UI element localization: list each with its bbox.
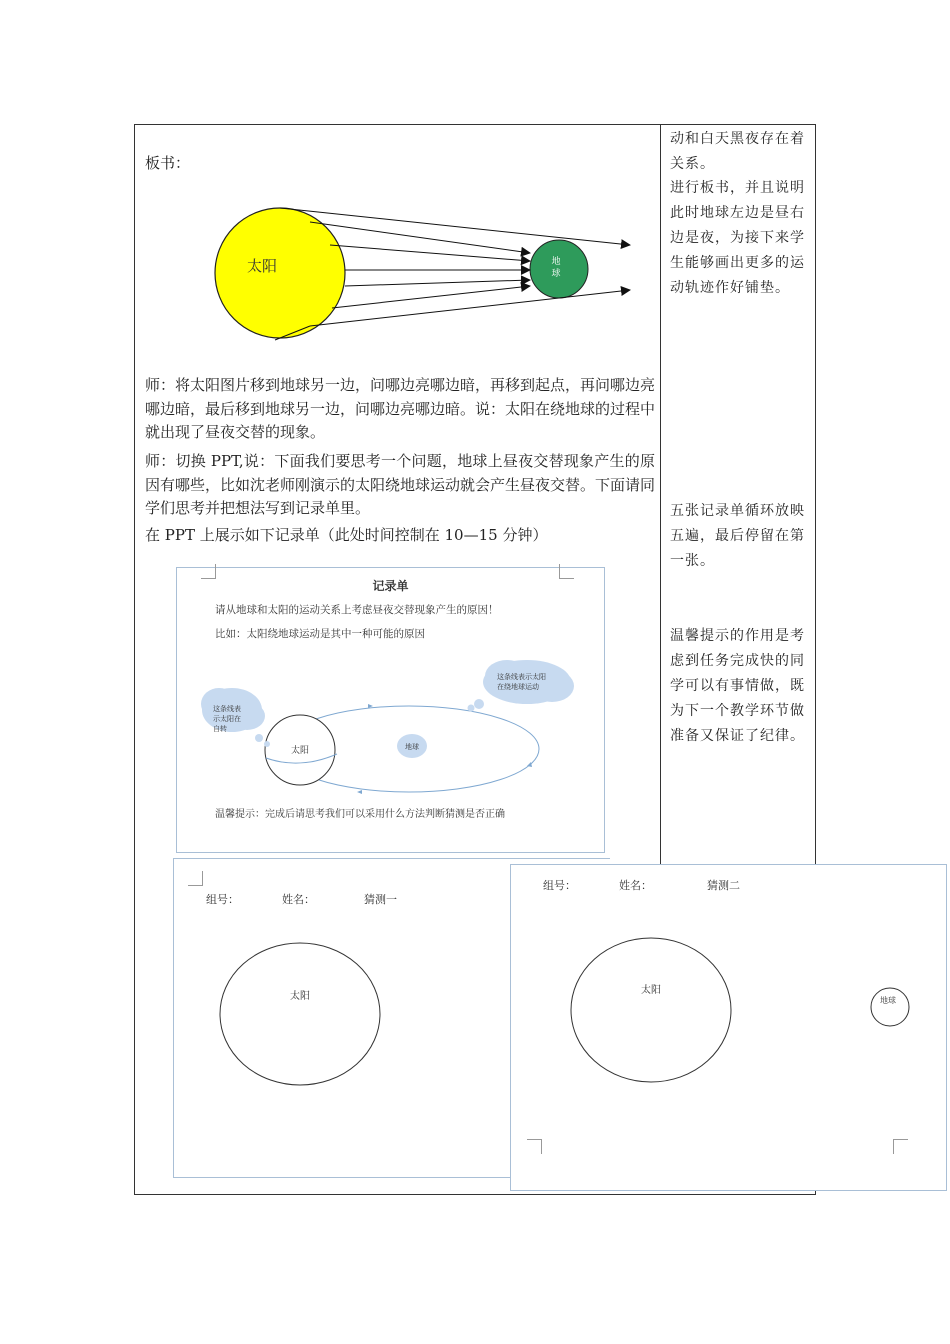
- record-sheet-instruction: 请从地球和太阳的运动关系上考虑昼夜交替现象产生的原因！: [215, 604, 499, 616]
- earth-circle: [871, 988, 909, 1026]
- board-sun-label: 太阳: [247, 257, 278, 275]
- side-note-line: 一张。: [670, 553, 715, 569]
- name-label: 姓名：: [282, 893, 315, 906]
- board-earth-char: 地: [551, 257, 561, 267]
- group-label: 组号：: [543, 879, 576, 892]
- warm-tip: 温馨提示：完成后请思考我们可以采用什么方法判断猜测是否正确: [215, 809, 505, 820]
- guess-two-diagram: [566, 933, 946, 1088]
- bubble-line: 自转: [213, 725, 227, 733]
- sun-circle: [220, 943, 380, 1085]
- side-note-line: 此时地球左边是昼右: [670, 205, 805, 221]
- side-note-line: 虑到任务完成快的同: [670, 653, 805, 669]
- guess-two-slide: [510, 864, 947, 1191]
- paragraph-1: 师：将太阳图片移到地球另一边，问哪边亮哪边暗，再移到起点，再问哪边亮哪边暗，最后移到地球另一边，问哪边亮哪边暗。说：太阳在绕地球的过程中就出现了昼夜交替的现象。: [145, 376, 656, 441]
- guess-label: 猜测二: [707, 879, 740, 892]
- sun-label: 太阳: [291, 746, 310, 756]
- earth-label: 地球: [405, 743, 419, 751]
- side-note-4: [670, 624, 810, 749]
- side-note-line: 学可以有事情做，既: [670, 678, 805, 694]
- left-bubble-text: [213, 704, 241, 734]
- record-sheet-example: 比如：太阳绕地球运动是其中一种可能的原因: [215, 628, 425, 640]
- record-sheet-slide: [176, 567, 605, 853]
- side-note-line: 进行板书，并且说明: [670, 180, 805, 196]
- side-note-line: 温馨提示的作用是考: [670, 628, 805, 644]
- paragraph-2: 师：切换 PPT,说：下面我们要思考一个问题，地球上昼夜交替现象产生的原因有哪些，比如沈老师刚演示的太阳绕地球运动就会产生昼夜交替。下面请同学们思考并把想法写到记录单里。: [145, 452, 656, 517]
- slide-corner-mark: [188, 871, 203, 886]
- bubble-line: 这条线表示太阳: [497, 673, 546, 681]
- side-note-line: 五张记录单循环放映: [670, 503, 805, 519]
- side-note-2: [670, 176, 810, 301]
- orbit-arrow: [357, 790, 362, 794]
- board-earth-char: 球: [551, 269, 561, 279]
- sun-circle: [571, 938, 731, 1082]
- bubble-line: 在绕地球运动: [497, 683, 539, 691]
- side-note-line: 边是夜，为接下来学: [670, 230, 805, 246]
- side-note-line: 五遍，最后停留在第: [670, 528, 805, 544]
- side-note-line: 动轨迹作好铺垫。: [670, 280, 790, 296]
- side-note-line: 为下一个教学环节做: [670, 703, 805, 719]
- column-divider: [660, 124, 661, 864]
- name-label: 姓名：: [619, 879, 652, 892]
- side-note-3: [670, 499, 810, 574]
- side-note-line: 准备又保证了纪律。: [670, 728, 805, 744]
- light-ray: [310, 290, 630, 326]
- sun-label: 太阳: [290, 991, 310, 1002]
- light-ray: [330, 245, 530, 261]
- sun-label: 太阳: [641, 985, 661, 996]
- guess-label: 猜测一: [364, 893, 397, 906]
- guess-one-diagram: [214, 939, 384, 1089]
- earth-label: 地球: [880, 996, 896, 1005]
- group-label: 组号：: [206, 893, 239, 906]
- side-note-1: [670, 127, 810, 177]
- bubble-line: 这条线表: [213, 705, 241, 713]
- record-sheet-title: 记录单: [372, 579, 409, 593]
- light-ray: [310, 222, 530, 253]
- slide-corner-mark: [527, 1139, 542, 1154]
- right-bubble-text: [497, 672, 546, 692]
- side-note-line: 生能够画出更多的运: [670, 255, 805, 271]
- bubble-line: 示太阳在: [213, 715, 241, 723]
- slide-corner-mark: [893, 1139, 908, 1154]
- side-note-line: 关系。: [670, 156, 715, 172]
- light-ray: [345, 280, 530, 286]
- paragraph-3: 在 PPT 上展示如下记录单（此处时间控制在 10—15 分钟）: [145, 526, 548, 544]
- board-label: 板书：: [145, 154, 191, 172]
- side-note-line: 动和白天黑夜存在着: [670, 131, 805, 147]
- sun-shape: [215, 208, 345, 338]
- board-earth-label: [550, 256, 562, 280]
